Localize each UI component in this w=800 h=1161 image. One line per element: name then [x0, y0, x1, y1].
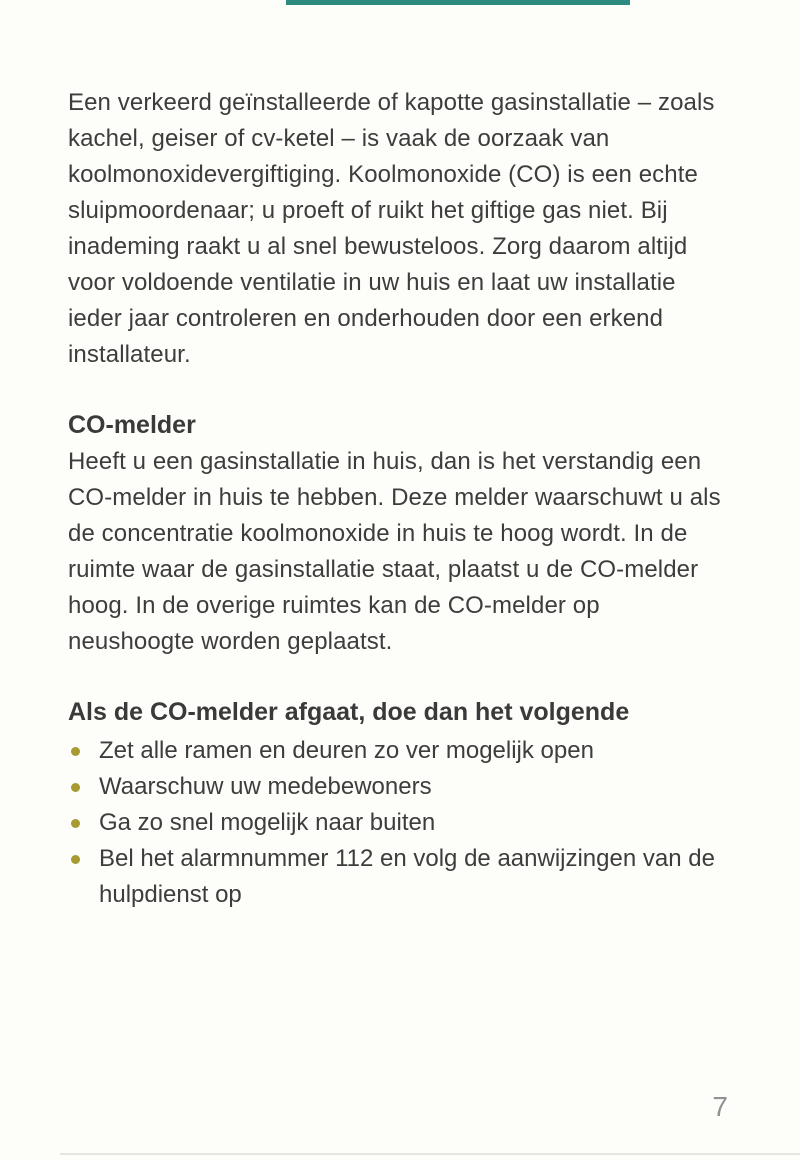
page-content	[68, 85, 730, 913]
top-accent-bar	[286, 0, 630, 5]
bullet-icon	[71, 819, 80, 828]
bullet-icon	[71, 855, 80, 864]
list-item-label: Ga zo snel mogelijk naar buiten	[99, 809, 436, 836]
co-melder-section	[68, 406, 730, 660]
list-item-label: Waarschuw uw medebewoners	[99, 773, 432, 800]
list-item-label: Zet alle ramen en deuren zo ver mogelijk open	[99, 737, 594, 764]
alarm-heading: Als de CO-melder afgaat, doe dan het volgende	[68, 698, 630, 726]
scan-bottom-edge	[60, 1153, 800, 1155]
list-item	[68, 841, 730, 913]
co-melder-paragraph: Heeft u een gasinstallatie in huis, dan is het verstandig een CO-melder in huis te hebben. Deze melder waarschuwt u als de concentratie koolmonoxide in huis te hoog wordt. In de ruimte waar de gasinstallatie staat, plaatst u de CO-melder hoog. In de overige ruimtes kan de CO-melder op neushoogte worden geplaatst.	[68, 448, 721, 655]
list-item	[68, 769, 730, 805]
alarm-section	[68, 693, 730, 913]
intro-paragraph: Een verkeerd geïnstalleerde of kapotte gasinstallatie – zoals kachel, geiser of cv-ketel – is vaak de oorzaak van koolmonoxidevergiftiging. Koolmonoxide (CO) is een echte sluipmoordenaar; u proeft of ruikt het giftige gas niet. Bij inademing raakt u al snel bewusteloos. Zorg daarom altijd voor voldoende ventilatie in uw huis en laat uw installatie ieder jaar controleren en onderhouden door een erkend installateur.	[68, 89, 715, 368]
list-item	[68, 805, 730, 841]
bullet-icon	[71, 747, 80, 756]
page-number: 7	[712, 1091, 728, 1122]
list-item-label: Bel het alarmnummer 112 en volg de aanwijzingen van de hulpdienst op	[99, 845, 715, 908]
bullet-icon	[71, 783, 80, 792]
alarm-instructions-list	[68, 733, 730, 913]
co-melder-heading: CO-melder	[68, 411, 196, 439]
list-item	[68, 733, 730, 769]
